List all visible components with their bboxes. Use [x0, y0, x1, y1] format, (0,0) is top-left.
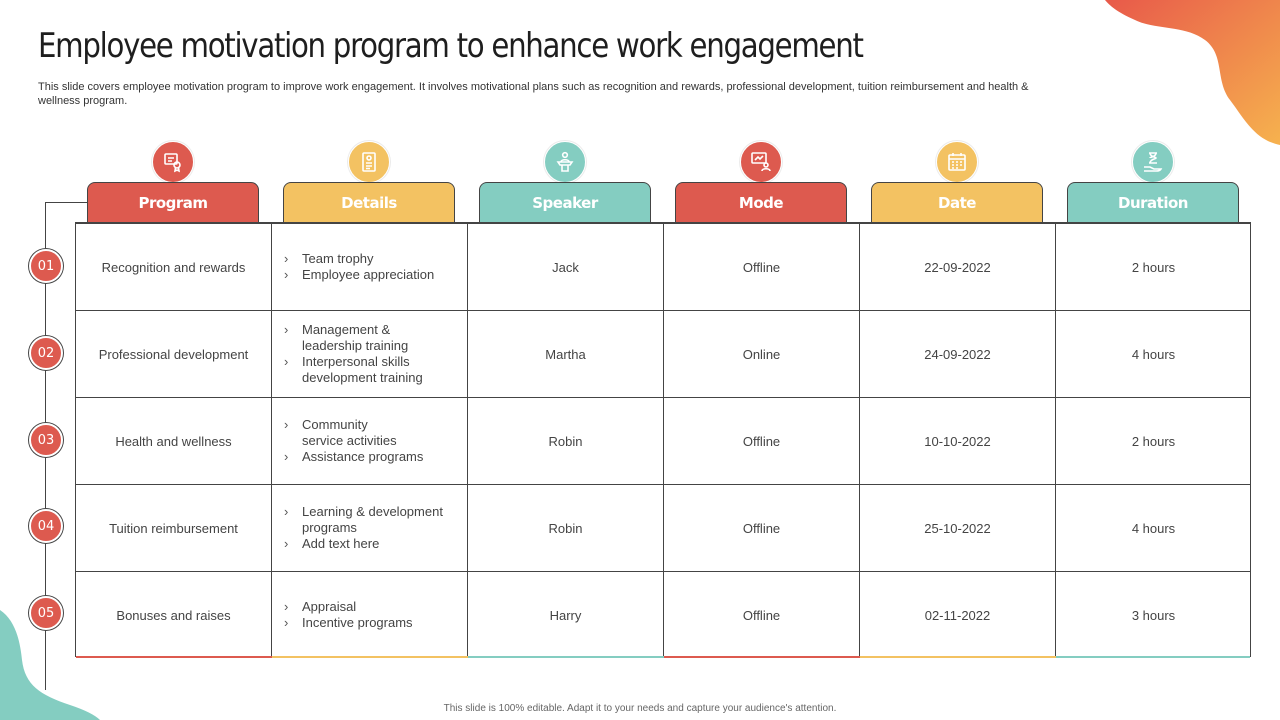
header-date: Date — [871, 182, 1043, 222]
row-number-marker: 02 — [29, 336, 63, 370]
detail-item: › Interpersonal skills development training — [284, 354, 434, 386]
timeline-connector — [45, 202, 88, 203]
bottom-accent-strip — [468, 656, 664, 658]
hourglass-hand-icon — [1132, 141, 1174, 183]
program-table — [75, 222, 1251, 657]
mode-cell: Offline — [742, 520, 781, 536]
presentation-screen-icon — [740, 141, 782, 183]
bottom-accent-strip — [272, 656, 468, 658]
date-cell: 10-10-2022 — [924, 433, 991, 449]
table-row — [76, 397, 1250, 484]
duration-cell: 3 hours — [1131, 607, 1176, 623]
mode-cell: Online — [742, 346, 781, 362]
detail-item: › Learning & development programs — [284, 504, 444, 536]
speaker-cell: Martha — [545, 346, 586, 362]
speaker-cell: Jack — [552, 259, 579, 275]
mode-cell: Offline — [742, 433, 781, 449]
detail-item: › Add text here — [284, 536, 444, 552]
program-cell: Bonuses and raises — [116, 607, 231, 623]
duration-cell: 4 hours — [1131, 346, 1176, 362]
document-icon — [348, 141, 390, 183]
detail-item: › Employee appreciation — [284, 267, 434, 283]
details-cell — [272, 485, 467, 571]
duration-cell: 4 hours — [1131, 520, 1176, 536]
bottom-accent-strip — [1056, 656, 1250, 658]
date-cell: 22-09-2022 — [924, 259, 991, 275]
speaker-podium-icon — [544, 141, 586, 183]
table-row — [76, 571, 1250, 658]
calendar-icon — [936, 141, 978, 183]
details-cell — [272, 398, 467, 484]
header-duration: Duration — [1067, 182, 1239, 222]
page-subtitle: This slide covers employee motivation program to improve work engagement. It involves motivational plans such as recognition and rewards, professional development, tuition reimbursement and health & wellness program. — [38, 81, 1029, 107]
bottom-accent-strip — [76, 656, 272, 658]
header-program: Program — [87, 182, 259, 222]
detail-item: › Team trophy — [284, 251, 434, 267]
detail-item: › Assistance programs — [284, 449, 423, 465]
table-row — [76, 223, 1250, 310]
details-cell — [272, 572, 467, 658]
row-number-marker: 05 — [29, 596, 63, 630]
header-mode: Mode — [675, 182, 847, 222]
row-number-marker: 04 — [29, 509, 63, 543]
bottom-accent-strip — [664, 656, 860, 658]
detail-item: › Management & leadership training — [284, 322, 414, 354]
mode-cell: Offline — [742, 259, 781, 275]
program-cell: Health and wellness — [115, 433, 232, 449]
speaker-cell: Harry — [549, 607, 582, 623]
detail-item: › Community service activities — [284, 417, 404, 449]
row-number-marker: 01 — [29, 249, 63, 283]
footer-note: This slide is 100% editable. Adapt it to your needs and capture your audience's attention. — [443, 703, 837, 714]
certificate-icon — [152, 141, 194, 183]
program-cell: Recognition and rewards — [101, 259, 246, 275]
header-details: Details — [283, 182, 455, 222]
header-speaker: Speaker — [479, 182, 651, 222]
date-cell: 24-09-2022 — [924, 346, 991, 362]
date-cell: 25-10-2022 — [924, 520, 991, 536]
duration-cell: 2 hours — [1131, 259, 1176, 275]
page-title: Employee motivation program to enhance work engagement — [38, 26, 863, 66]
duration-cell: 2 hours — [1131, 433, 1176, 449]
table-row — [76, 310, 1250, 397]
details-cell — [272, 224, 467, 310]
detail-item: › Incentive programs — [284, 615, 413, 631]
details-cell — [272, 311, 467, 397]
mode-cell: Offline — [742, 607, 781, 623]
speaker-cell: Robin — [548, 520, 583, 536]
date-cell: 02-11-2022 — [924, 607, 991, 623]
detail-item: › Appraisal — [284, 599, 413, 615]
program-cell: Professional development — [98, 346, 249, 362]
speaker-cell: Robin — [548, 433, 583, 449]
decorative-blob-top-right — [1105, 0, 1280, 145]
row-number-marker: 03 — [29, 423, 63, 457]
bottom-accent-strip — [860, 656, 1056, 658]
program-cell: Tuition reimbursement — [109, 520, 238, 536]
table-row — [76, 484, 1250, 571]
